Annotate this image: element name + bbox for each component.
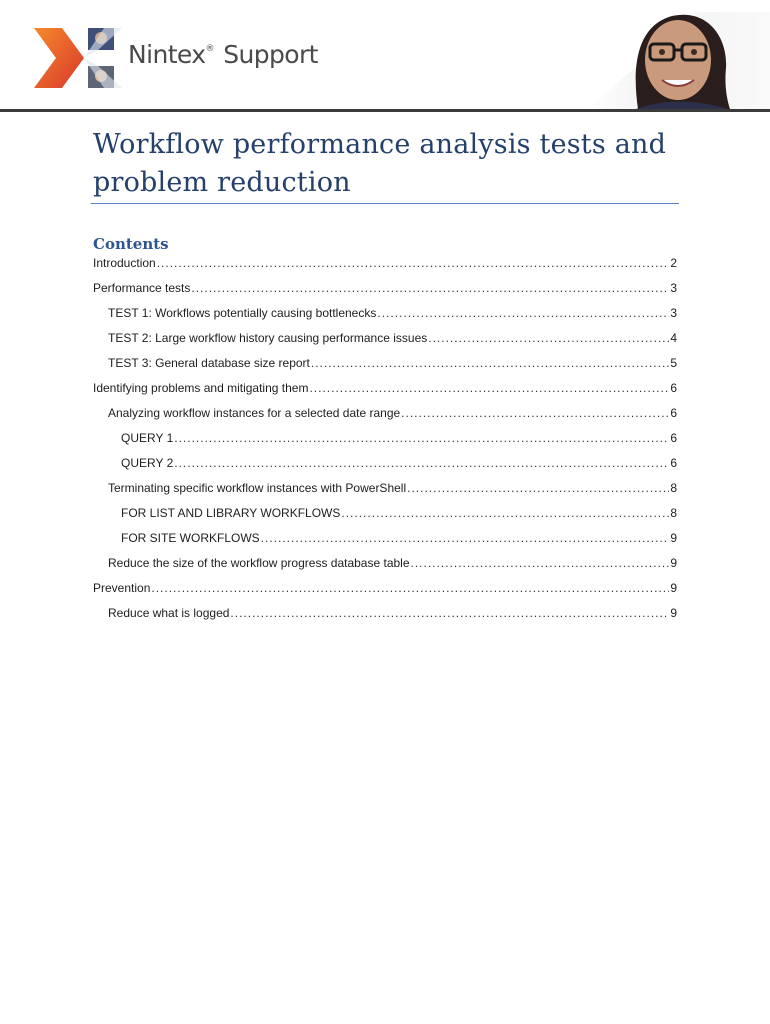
contents-heading: Contents <box>93 235 169 253</box>
toc-entry-page: 3 <box>670 281 677 295</box>
toc-entry-site-workflows[interactable] <box>121 531 677 549</box>
toc-entry-page: 9 <box>670 531 677 545</box>
brand-suffix: Support <box>223 40 318 69</box>
toc-entry-page: 9 <box>670 556 677 570</box>
toc-entry-label: FOR SITE WORKFLOWS <box>121 531 260 545</box>
toc-leader-dots <box>151 581 669 595</box>
toc-entry-query-2[interactable] <box>121 456 677 474</box>
toc-entry-label: Performance tests <box>93 281 191 295</box>
toc-entry-label: QUERY 1 <box>121 431 174 445</box>
toc-entry-analyzing-instances[interactable] <box>108 406 677 424</box>
title-underline <box>91 203 679 204</box>
brand-trademark: ® <box>205 44 214 54</box>
toc-entry-page: 6 <box>670 406 677 420</box>
toc-entry-page: 9 <box>670 581 677 595</box>
toc-leader-dots <box>407 481 669 495</box>
toc-entry-label: Prevention <box>93 581 151 595</box>
toc-entry-label: TEST 3: General database size report <box>108 356 310 370</box>
toc-leader-dots <box>261 531 670 545</box>
toc-leader-dots <box>411 556 670 570</box>
toc-entry-prevention[interactable] <box>93 581 677 599</box>
toc-leader-dots <box>401 406 669 420</box>
toc-leader-dots <box>230 606 669 620</box>
toc-leader-dots <box>377 306 669 320</box>
toc-entry-label: Terminating specific workflow instances with PowerShell <box>108 481 407 495</box>
toc-entry-label: FOR LIST AND LIBRARY WORKFLOWS <box>121 506 341 520</box>
toc-entry-test-2[interactable] <box>108 331 677 349</box>
toc-entry-label: Reduce what is logged <box>108 606 230 620</box>
toc-entry-terminating-instances[interactable] <box>108 481 677 499</box>
toc-leader-dots <box>428 331 669 345</box>
toc-entry-page: 6 <box>670 381 677 395</box>
toc-entry-label: QUERY 2 <box>121 456 174 470</box>
toc-entry-reduce-logged[interactable] <box>108 606 677 624</box>
toc-entry-test-1[interactable] <box>108 306 677 324</box>
toc-entry-page: 5 <box>670 356 677 370</box>
toc-entry-page: 6 <box>670 431 677 445</box>
nintex-x-logo-icon <box>32 26 128 90</box>
toc-entry-page: 4 <box>670 331 677 345</box>
toc-entry-label: TEST 2: Large workflow history causing performance issues <box>108 331 428 345</box>
toc-entry-label: Identifying problems and mitigating them <box>93 381 309 395</box>
toc-entry-page: 6 <box>670 456 677 470</box>
toc-entry-reduce-table-size[interactable] <box>108 556 677 574</box>
toc-leader-dots <box>341 506 669 520</box>
toc-entry-identifying-problems[interactable] <box>93 381 677 399</box>
toc-entry-list-library-workflows[interactable] <box>121 506 677 524</box>
toc-entry-label: TEST 1: Workflows potentially causing bottlenecks <box>108 306 377 320</box>
document-title: Workflow performance analysis tests and problem reduction <box>93 129 667 198</box>
toc-entry-test-3[interactable] <box>108 356 677 374</box>
header-banner <box>0 0 770 112</box>
header-divider <box>0 109 770 112</box>
toc-entry-page: 8 <box>670 481 677 495</box>
toc-entry-query-1[interactable] <box>121 431 677 449</box>
brand-name: Nintex <box>128 40 206 69</box>
toc-entry-page: 8 <box>670 506 677 520</box>
toc-leader-dots <box>311 356 669 370</box>
toc-entry-page: 9 <box>670 606 677 620</box>
toc-leader-dots <box>174 431 669 445</box>
toc-entry-introduction[interactable] <box>93 256 677 274</box>
toc-leader-dots <box>191 281 669 295</box>
toc-entry-page: 2 <box>670 256 677 270</box>
toc-leader-dots <box>157 256 670 270</box>
toc-entry-label: Reduce the size of the workflow progress database table <box>108 556 410 570</box>
toc-entry-label: Introduction <box>93 256 156 270</box>
person-portrait-icon <box>578 8 770 109</box>
toc-leader-dots <box>309 381 669 395</box>
toc-leader-dots <box>174 456 669 470</box>
toc-entry-performance-tests[interactable] <box>93 281 677 299</box>
brand-wordmark <box>128 40 318 69</box>
toc-entry-label: Analyzing workflow instances for a selected date range <box>108 406 401 420</box>
toc-entry-page: 3 <box>670 306 677 320</box>
